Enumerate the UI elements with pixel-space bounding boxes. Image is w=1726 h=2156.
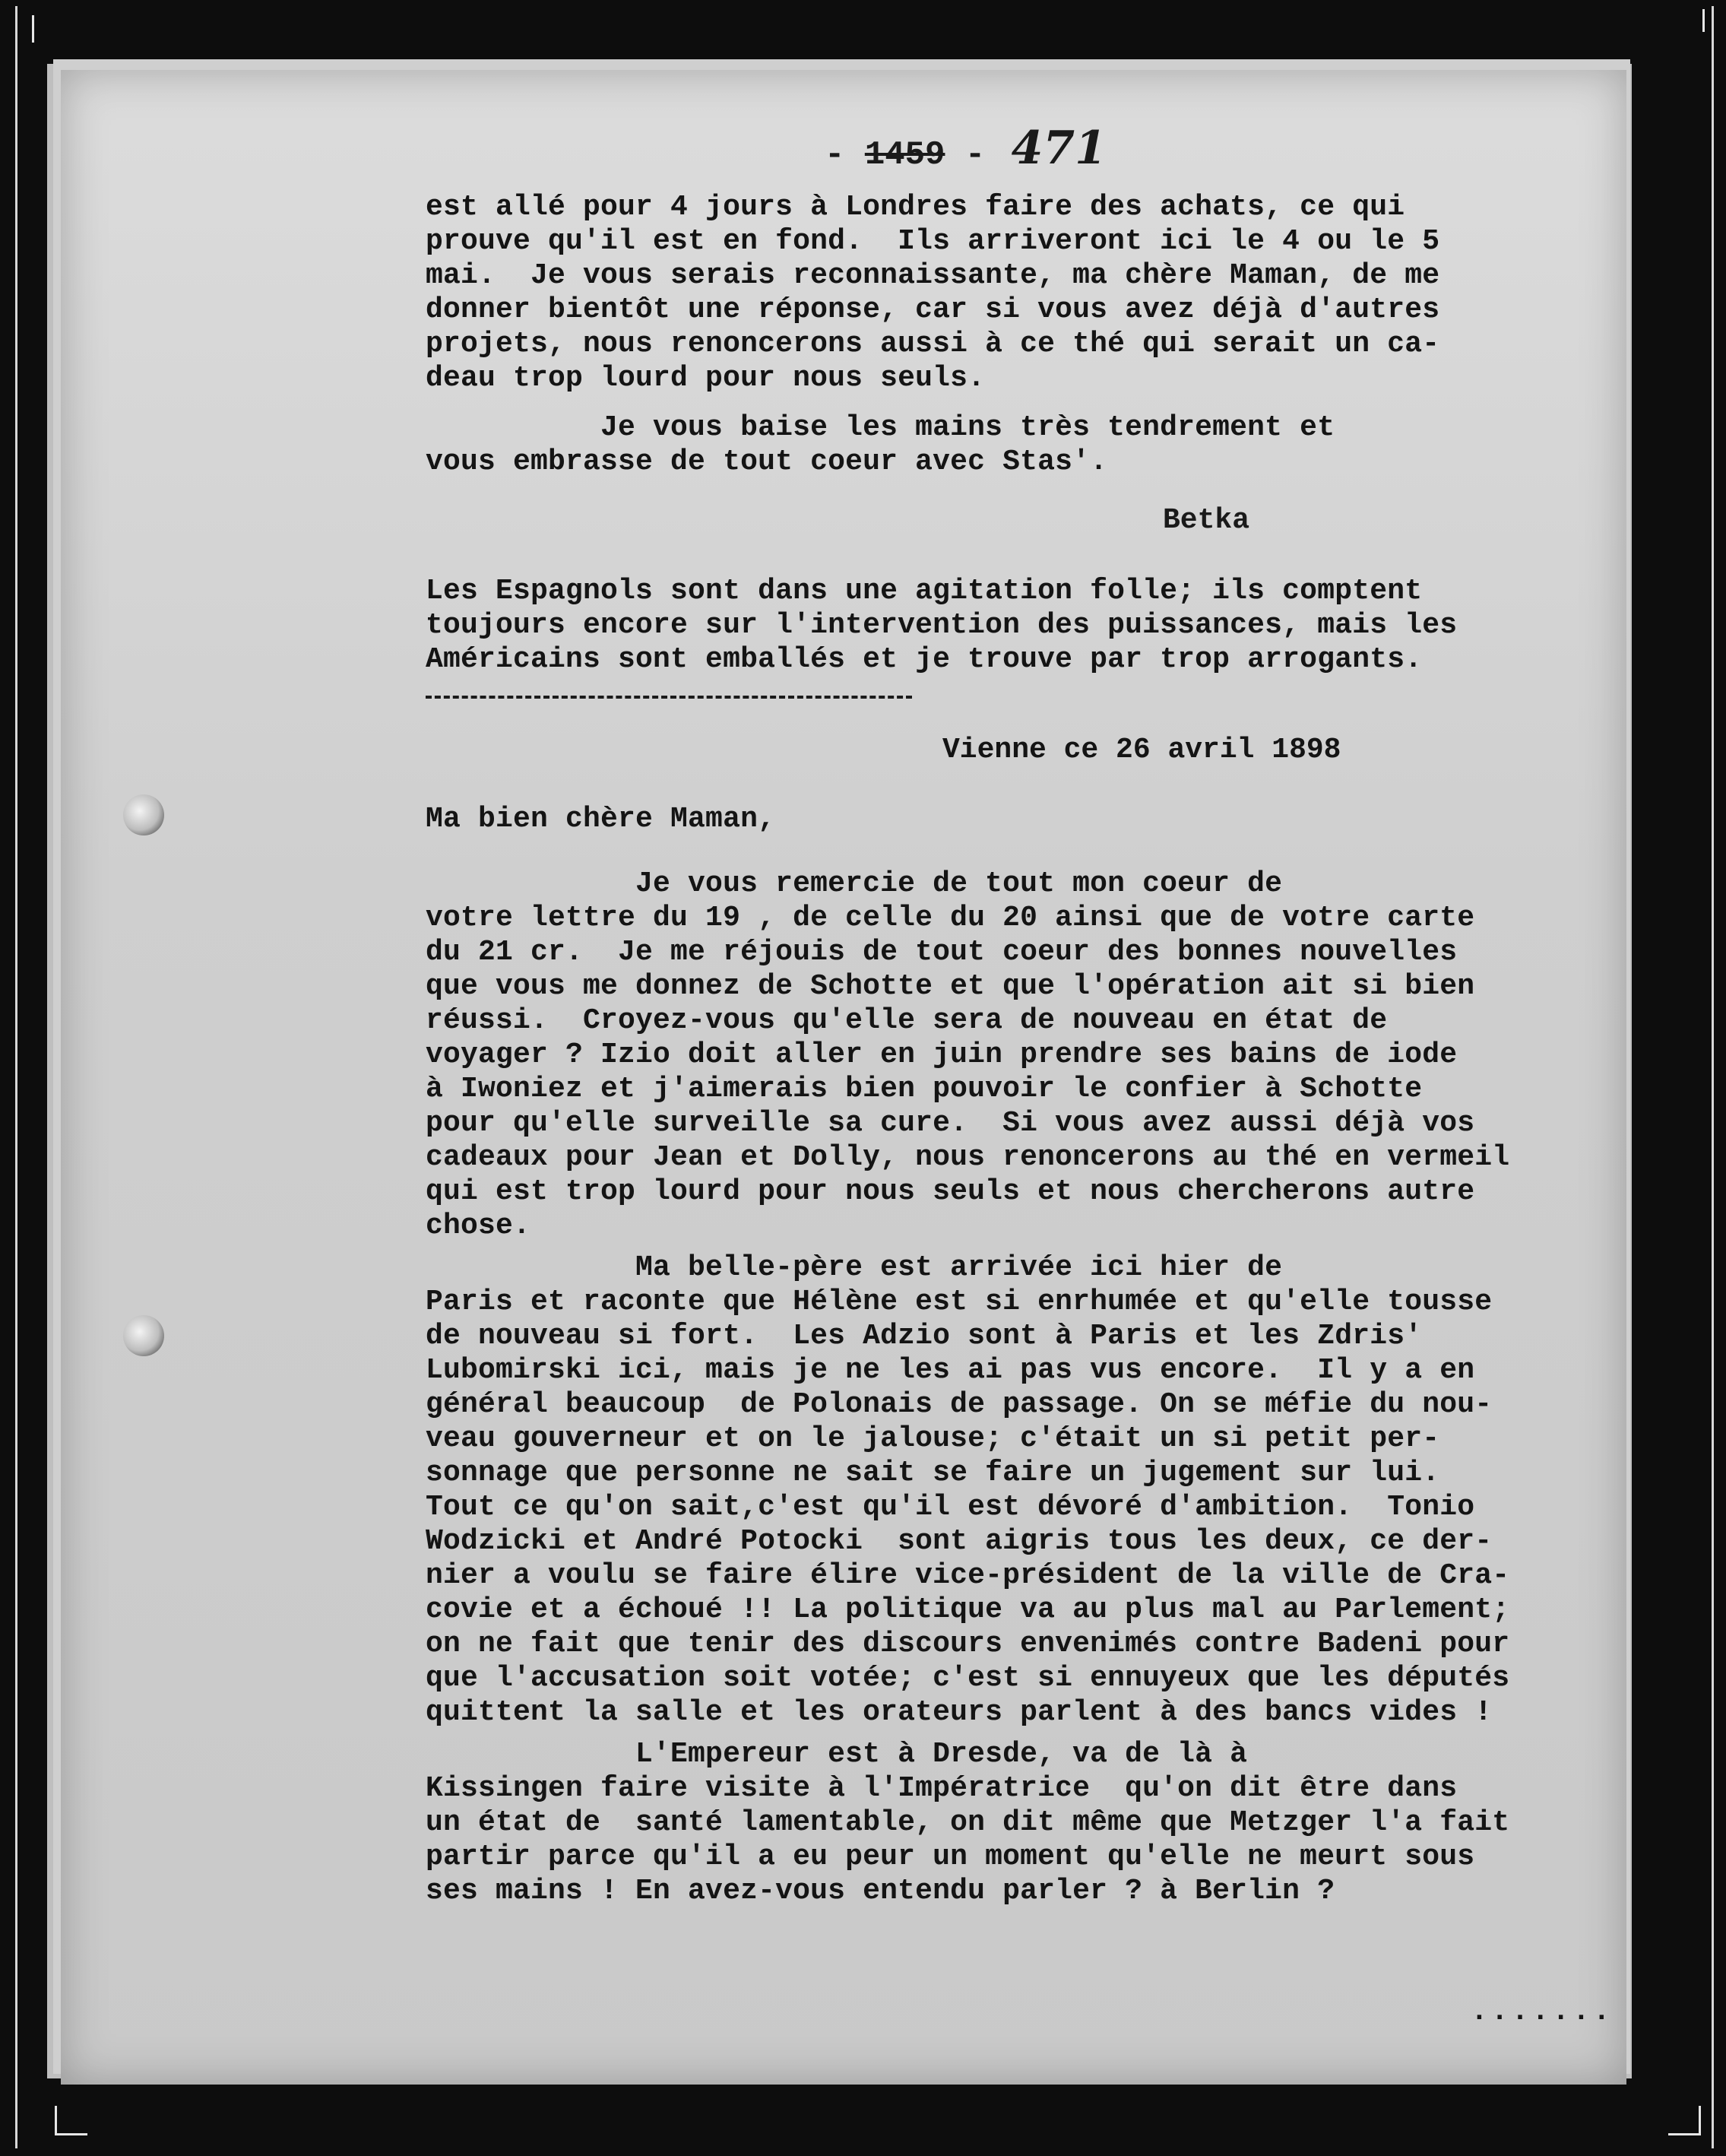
- letter-2-paragraph-1: [426, 867, 1611, 1243]
- text-line: réussi. Croyez-vous qu'elle sera de nouveau en état de: [426, 1004, 1388, 1037]
- text-line: du 21 cr. Je me réjouis de tout coeur des bonnes nouvelles: [426, 936, 1458, 969]
- punch-hole-icon: [123, 1315, 164, 1356]
- struck-page-number: 1459: [864, 136, 945, 174]
- postscript: [426, 574, 1611, 677]
- text-line: mai. Je vous serais reconnaissante, ma chère Maman, de me: [426, 259, 1440, 292]
- text-line: cadeaux pour Jean et Dolly, nous renoncerons au thé en vermeil: [426, 1141, 1510, 1174]
- text-line: que l'accusation soit votée; c'est si ennuyeux que les députés: [426, 1662, 1510, 1695]
- text-line: Ma bien chère Maman,: [426, 803, 776, 835]
- text-line: chose.: [426, 1210, 531, 1242]
- text-line: Ma belle-père est arrivée ici hier de: [426, 1251, 1283, 1284]
- text-line: deau trop lourd pour nous seuls.: [426, 362, 986, 395]
- text-line: on ne fait que tenir des discours envenimés contre Badeni pour: [426, 1628, 1510, 1660]
- text-line: Je vous remercie de tout mon coeur de: [426, 867, 1283, 900]
- letter-2-paragraph-2: [426, 1251, 1611, 1730]
- handwritten-page-number: 471: [1011, 122, 1107, 175]
- text-line: covie et a échoué !! La politique va au plus mal au Parlement;: [426, 1593, 1510, 1626]
- text-line: Américains sont emballés et je trouve par trop arrogants.: [426, 643, 1423, 676]
- text-line: L'Empereur est à Dresde, va de là à: [426, 1738, 1248, 1771]
- text-line: voyager ? Izio doit aller en juin prendre ses bains de iode: [426, 1038, 1458, 1071]
- page-number: - 1459 - 471: [825, 122, 1107, 175]
- frame-corner-top-right: [1672, 9, 1705, 32]
- dashed-separator: [426, 696, 912, 699]
- text-line: est allé pour 4 jours à Londres faire des achats, ce qui: [426, 191, 1405, 224]
- text-line: pour qu'elle surveille sa cure. Si vous avez aussi déjà vos: [426, 1107, 1475, 1140]
- frame-corner-bottom-left: [55, 2106, 87, 2135]
- letter-2-paragraph-3: [426, 1737, 1611, 1908]
- text-line: Wodzicki et André Potocki sont aigris tous les deux, ce der-: [426, 1525, 1493, 1558]
- text-line: Kissingen faire visite à l'Impératrice qu'on dit être dans: [426, 1772, 1458, 1805]
- continuation-marks: .......: [1471, 1996, 1614, 2028]
- text-line: sonnage que personne ne sait se faire un jugement sur lui.: [426, 1457, 1440, 1489]
- text-line: veau gouverneur et on le jalouse; c'était un si petit per-: [426, 1422, 1440, 1455]
- letter-1-closing-paragraph: [426, 190, 1611, 395]
- text-line: Lubomirski ici, mais je ne les ai pas vus encore. Il y a en: [426, 1354, 1475, 1387]
- letter-1-farewell: [426, 411, 1611, 479]
- text-line: Paris et raconte que Hélène est si enrhumée et qu'elle tousse: [426, 1286, 1493, 1318]
- text-line: ses mains ! En avez-vous entendu parler ? à Berlin ?: [426, 1875, 1335, 1907]
- text-line: donner bientôt une réponse, car si vous avez déjà d'autres: [426, 293, 1440, 326]
- salutation: [426, 802, 1611, 836]
- text-line: un état de santé lamentable, on dit même que Metzger l'a fait: [426, 1806, 1510, 1839]
- text-line: vous embrasse de tout coeur avec Stas'.: [426, 445, 1108, 478]
- text-line: de nouveau si fort. Les Adzio sont à Paris et les Zdris': [426, 1320, 1423, 1352]
- text-line: projets, nous renoncerons aussi à ce thé qui serait un ca-: [426, 328, 1440, 360]
- text-line: prouve qu'il est en fond. Ils arriveront ici le 4 ou le 5: [426, 225, 1440, 258]
- text-line: Les Espagnols sont dans une agitation folle; ils comptent: [426, 575, 1423, 607]
- frame-corner-bottom-right: [1668, 2106, 1701, 2135]
- text-line: partir parce qu'il a eu peur un moment qu'elle ne meurt sous: [426, 1841, 1475, 1873]
- text-line: toujours encore sur l'intervention des puissances, mais les: [426, 609, 1458, 642]
- text-line: que vous me donnez de Schotte et que l'opération ait si bien: [426, 970, 1475, 1003]
- text-line: nier a voulu se faire élire vice-président de la ville de Cra-: [426, 1559, 1510, 1592]
- dateline: Vienne ce 26 avril 1898: [942, 734, 1341, 766]
- text-line: votre lettre du 19 , de celle du 20 ainsi que de votre carte: [426, 902, 1475, 934]
- text-line: quittent la salle et les orateurs parlent à des bancs vides !: [426, 1696, 1493, 1729]
- text-line: à Iwoniez et j'aimerais bien pouvoir le confier à Schotte: [426, 1073, 1423, 1105]
- text-line: qui est trop lourd pour nous seuls et nous chercherons autre: [426, 1175, 1475, 1208]
- punch-hole-icon: [123, 794, 164, 835]
- text-line: Tout ce qu'on sait,c'est qu'il est dévoré d'ambition. Tonio: [426, 1491, 1475, 1523]
- text-line: général beaucoup de Polonais de passage. On se méfie du nou-: [426, 1388, 1493, 1421]
- signature: Betka: [1163, 504, 1250, 537]
- text-line: Je vous baise les mains très tendrement et: [426, 411, 1335, 444]
- frame-corner-top-left: [32, 15, 65, 43]
